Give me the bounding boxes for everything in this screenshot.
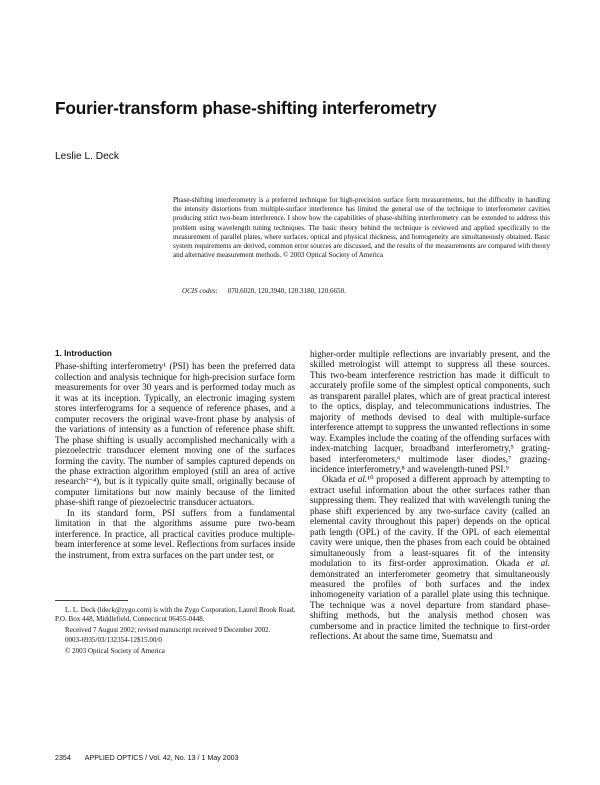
intro-paragraph-3: higher-order multiple reflections are invariably present, and the skilled metrologist will attempt to suppress all these sources. This two-beam interference restriction has made it difficult to accurately profile some of the simplest optical components, such as transparent parallel plates, which are of great practical interest to the optics, display, and telecommunications industries. The majority of methods devised to deal with multiple-surface interference attempt to suppress the unwanted reflections in some way. Examples include the coating of the offending surfaces with index-matching lacquer, broadband interferometry,⁵ grating-based interferometers,⁶ multimode laser diodes,⁷ grazing-incidence interferometry,⁸ and wavelength-tuned PSI.⁹	[310, 349, 550, 474]
footnote-affiliation: L. L. Deck (ldeck@zygo.com) is with the Zygo Corporation, Laurel Brook Road, P.O. Box 448, Middlefield, Connecticut 06455-0448.	[55, 606, 295, 624]
et-al: et al.	[526, 558, 550, 569]
intro-paragraph-1: Phase-shifting interferometry¹ (PSI) has been the preferred data collection and analysis technique for high-precision surface form measurements for over 30 years and is performed today much as it was at its inception. Typically, an electronic imaging system stores interferograms for a sequence of reference phases, and a computer recovers the original wave-front phase by analysis of the variations of intensity as a function of reference phase shift. The phase shifting is usually accomplished mechanically with a piezoelectric transducer element moving one of the surfaces forming the cavity. The number of samples captured depends on the phase extraction algorithm employed (still an area of active research²⁻⁴), but is it typically quite small, originally because of computer limitations but now mainly because of the limited phase-shift range of piezoelectric transducer actuators.	[55, 361, 295, 508]
right-column	[310, 349, 550, 642]
ocis-values: 070.6020, 120.3940, 120.3180, 120.6650.	[227, 287, 346, 295]
footnote-copyright: © 2003 Optical Society of America	[65, 646, 165, 655]
footnote-received: Received 7 August 2002; revised manuscript received 9 December 2002.	[65, 625, 271, 634]
journal-citation: APPLIED OPTICS / Vol. 42, No. 13 / 1 May 2003	[84, 754, 239, 762]
footnote-divider	[55, 600, 128, 601]
footnote-ids: 0003-6935/03/132354-12$15.00/0	[65, 636, 162, 645]
paragraph-text: ¹⁰ proposed a different approach by attempting to extract useful information about the other surfaces rather than suppressing them. They realized that with wavelength tuning the phase shift experienced by any two-surface cavity (called an elemental cavity throughout this paper) depends on the optical path length (OPL) of the cavity. If the OPL of each elemental cavity were unique, then the phases from each could be obtained simultaneously from a least-squares fit of the intensity modulation to its first-order approximation. Okada	[310, 474, 550, 569]
intro-paragraph-2: In its standard form, PSI suffers from a fundamental limitation in that the algorithms assume pure two-beam interference. In practice, all practical cavities produce multiple-beam interference at some level. Reflections from surfaces inside the instrument, from extra surfaces on the part under test, or	[55, 507, 295, 560]
author-ref: Okada	[322, 474, 349, 485]
ocis-label: OCIS codes:	[182, 287, 218, 295]
intro-paragraph-4	[310, 474, 550, 641]
author-name: Leslie L. Deck	[55, 151, 119, 162]
et-al: et al.	[348, 474, 368, 485]
page-footer	[55, 754, 239, 762]
left-column	[55, 349, 295, 560]
abstract: Phase-shifting interferometry is a preferred technique for high-precision surface form measurements, but the difficulty in handling the intensity distortions from multiple-surface interference has limited the general use of the technique to interferometer cavities producing strict two-beam interference. I show how the capabilities of phase-shifting interferometry can be extended to address this problem using wavelength tuning techniques. The basic theory behind the technique is reviewed and applied specifically to the measurement of parallel plates, where surfaces, optical and physical thickness, and homogeneity are simultaneously obtained. Basic system requirements are derived, common error sources are discussed, and the results of the measurements are compared with theory and alternative measurement methods. © 2003 Optical Society of America	[173, 196, 550, 260]
section-heading: 1. Introduction	[55, 349, 112, 358]
page-number: 2354	[55, 754, 71, 762]
paper-title: Fourier-transform phase-shifting interferometry	[55, 98, 437, 118]
footnotes	[55, 606, 295, 656]
paragraph-text: demonstrated an interferometer geometry that simultaneously measured the profiles of both surfaces and the index inhomogeneity variation of a parallel plate using this technique. The technique was a novel departure from standard phase-shifting methods, but the analysis method chosen was cumbersome and in practice limited the technique to first-order reflections. At about the same time, Suematsu and	[310, 568, 550, 642]
ocis-codes	[182, 287, 552, 296]
